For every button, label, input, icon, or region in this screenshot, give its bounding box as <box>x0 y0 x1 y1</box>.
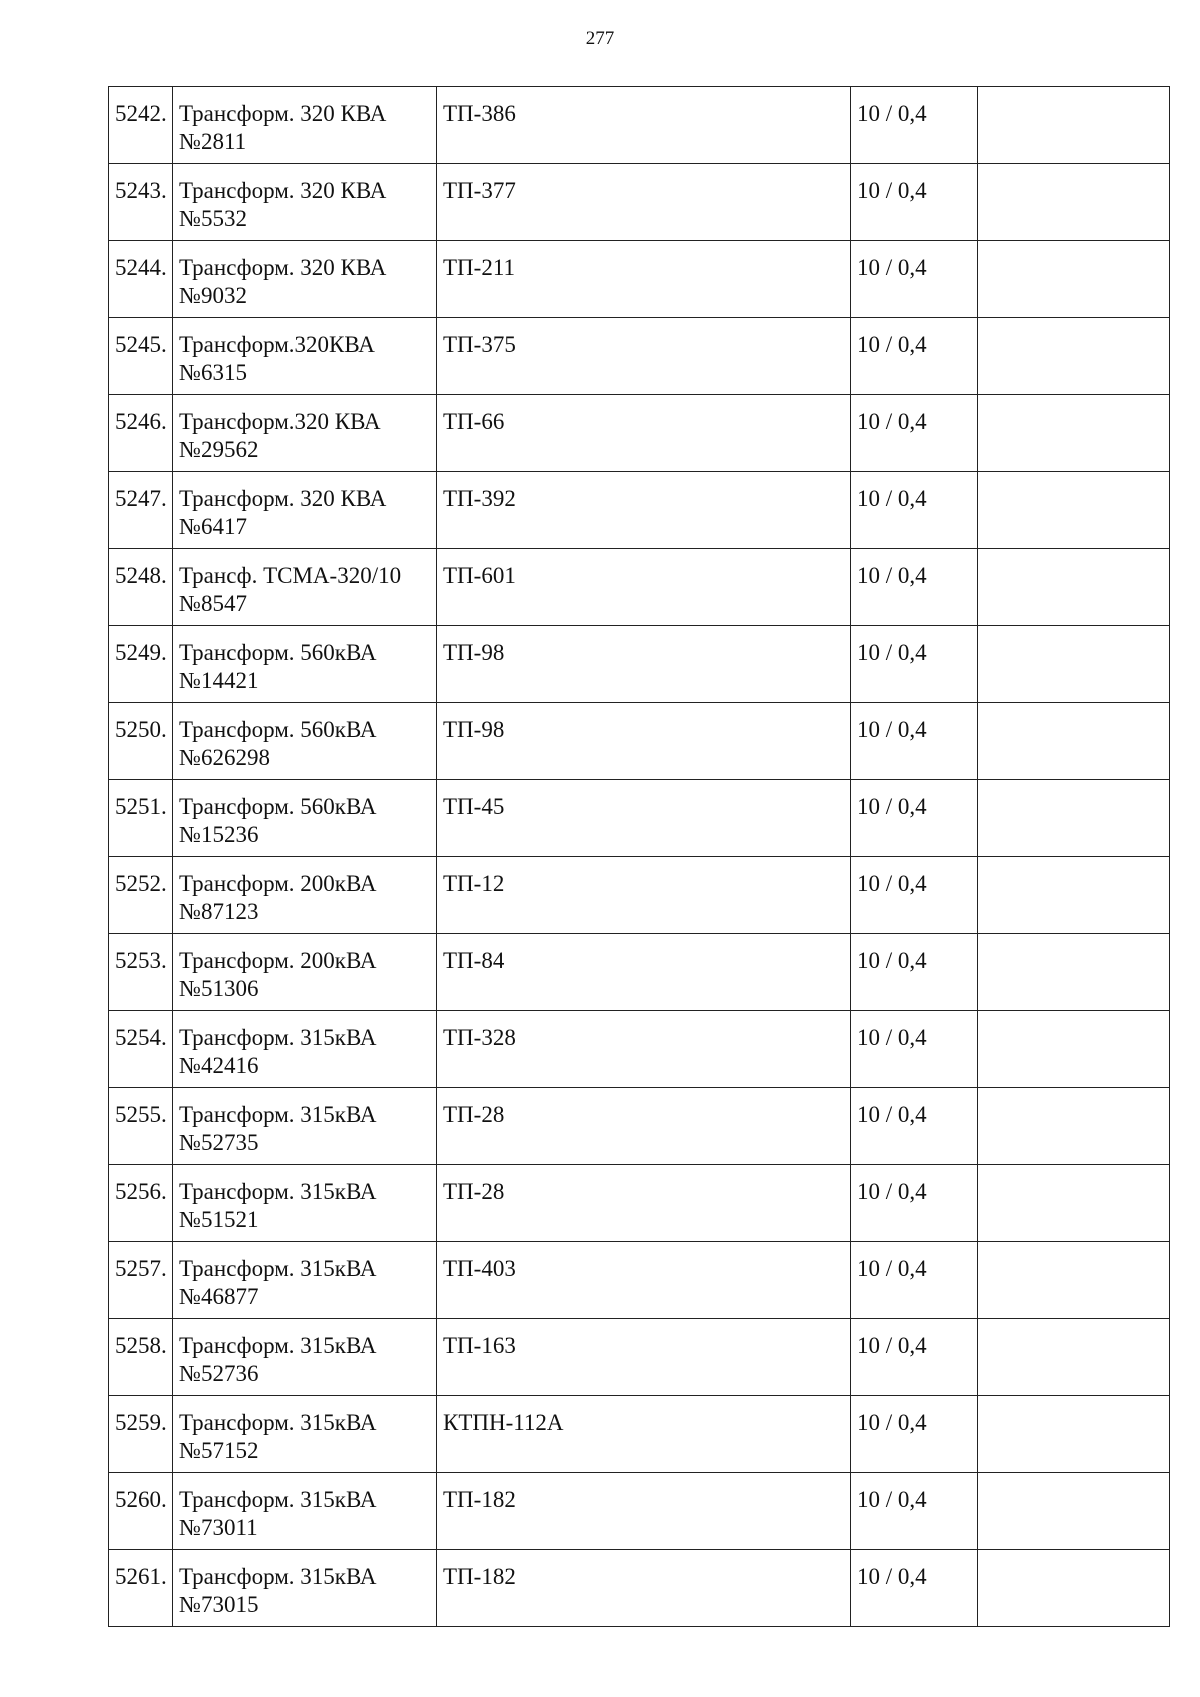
empty-cell <box>978 164 1170 241</box>
row-number-cell <box>109 87 173 164</box>
voltage-cell <box>851 472 978 549</box>
serial-number: №9032 <box>179 283 247 308</box>
row-number: 5248. <box>115 563 167 588</box>
serial-number: №57152 <box>179 1438 259 1463</box>
equipment-name: Трансформ. 200кВА <box>179 871 377 896</box>
voltage-ratio: 10 / 0,4 <box>857 794 927 819</box>
table-row <box>109 241 1170 318</box>
voltage-ratio: 10 / 0,4 <box>857 717 927 742</box>
equipment-name: Трансформ. 560кВА <box>179 794 377 819</box>
equipment-name-cell <box>173 1242 437 1319</box>
substation-cell <box>437 1088 851 1165</box>
equipment-name: Трансформ. 315кВА <box>179 1487 377 1512</box>
table-row <box>109 87 1170 164</box>
table-row <box>109 1011 1170 1088</box>
voltage-cell <box>851 857 978 934</box>
equipment-name: Трансформ. 320 КВА <box>179 101 387 126</box>
voltage-ratio: 10 / 0,4 <box>857 640 927 665</box>
substation-id: ТП-601 <box>443 563 516 588</box>
equipment-name-cell <box>173 549 437 626</box>
substation-cell <box>437 395 851 472</box>
equipment-name-cell <box>173 1319 437 1396</box>
row-number: 5259. <box>115 1410 167 1435</box>
equipment-name: Трансформ.320 КВА <box>179 409 381 434</box>
substation-cell <box>437 626 851 703</box>
voltage-cell <box>851 87 978 164</box>
row-number: 5257. <box>115 1256 167 1281</box>
row-number: 5261. <box>115 1564 167 1589</box>
row-number-cell <box>109 934 173 1011</box>
serial-number: №14421 <box>179 668 259 693</box>
row-number: 5242. <box>115 101 167 126</box>
table-row <box>109 626 1170 703</box>
equipment-name-cell <box>173 87 437 164</box>
row-number-cell <box>109 703 173 780</box>
table-row <box>109 934 1170 1011</box>
equipment-name-cell <box>173 1165 437 1242</box>
equipment-name: Трансформ. 315кВА <box>179 1333 377 1358</box>
voltage-cell <box>851 1088 978 1165</box>
substation-cell <box>437 1396 851 1473</box>
empty-cell <box>978 1165 1170 1242</box>
substation-cell <box>437 1242 851 1319</box>
equipment-name-cell <box>173 1473 437 1550</box>
substation-id: ТП-28 <box>443 1179 505 1204</box>
row-number-cell <box>109 164 173 241</box>
voltage-ratio: 10 / 0,4 <box>857 1256 927 1281</box>
empty-cell <box>978 780 1170 857</box>
voltage-cell <box>851 549 978 626</box>
table-row <box>109 703 1170 780</box>
voltage-ratio: 10 / 0,4 <box>857 1487 927 1512</box>
empty-cell <box>978 703 1170 780</box>
equipment-name: Трансформ. 560кВА <box>179 717 377 742</box>
row-number-cell <box>109 857 173 934</box>
substation-cell <box>437 87 851 164</box>
substation-cell <box>437 241 851 318</box>
row-number: 5254. <box>115 1025 167 1050</box>
serial-number: №87123 <box>179 899 259 924</box>
empty-cell <box>978 1242 1170 1319</box>
substation-id: ТП-403 <box>443 1256 516 1281</box>
serial-number: №626298 <box>179 745 270 770</box>
equipment-name: Трансформ. 315кВА <box>179 1256 377 1281</box>
row-number: 5253. <box>115 948 167 973</box>
substation-cell <box>437 164 851 241</box>
equipment-name-cell <box>173 318 437 395</box>
serial-number: №73011 <box>179 1515 258 1540</box>
voltage-ratio: 10 / 0,4 <box>857 332 927 357</box>
voltage-ratio: 10 / 0,4 <box>857 1102 927 1127</box>
substation-cell <box>437 934 851 1011</box>
table-row <box>109 1473 1170 1550</box>
row-number: 5258. <box>115 1333 167 1358</box>
voltage-cell <box>851 395 978 472</box>
substation-cell <box>437 780 851 857</box>
table-row <box>109 549 1170 626</box>
substation-cell <box>437 318 851 395</box>
voltage-cell <box>851 1242 978 1319</box>
substation-id: ТП-12 <box>443 871 505 896</box>
row-number-cell <box>109 1396 173 1473</box>
equipment-name: Трансформ. 315кВА <box>179 1410 377 1435</box>
serial-number: №51306 <box>179 976 259 1001</box>
equipment-name-cell <box>173 1396 437 1473</box>
voltage-cell <box>851 1473 978 1550</box>
equipment-name-cell <box>173 164 437 241</box>
empty-cell <box>978 241 1170 318</box>
table-row <box>109 780 1170 857</box>
table-row <box>109 395 1170 472</box>
row-number: 5256. <box>115 1179 167 1204</box>
row-number-cell <box>109 1473 173 1550</box>
empty-cell <box>978 934 1170 1011</box>
table-row <box>109 1088 1170 1165</box>
voltage-ratio: 10 / 0,4 <box>857 178 927 203</box>
voltage-cell <box>851 1319 978 1396</box>
substation-id: ТП-66 <box>443 409 505 434</box>
row-number: 5244. <box>115 255 167 280</box>
serial-number: №5532 <box>179 206 247 231</box>
empty-cell <box>978 318 1170 395</box>
voltage-cell <box>851 934 978 1011</box>
page-number: 277 <box>585 28 615 49</box>
equipment-name-cell <box>173 857 437 934</box>
inventory-table <box>108 86 1170 1627</box>
row-number-cell <box>109 1550 173 1627</box>
table-row <box>109 857 1170 934</box>
voltage-ratio: 10 / 0,4 <box>857 409 927 434</box>
substation-id: ТП-328 <box>443 1025 516 1050</box>
row-number-cell <box>109 1319 173 1396</box>
substation-id: ТП-377 <box>443 178 516 203</box>
equipment-name-cell <box>173 1011 437 1088</box>
table-row <box>109 1242 1170 1319</box>
serial-number: №6315 <box>179 360 247 385</box>
row-number-cell <box>109 241 173 318</box>
equipment-name: Трансф. ТСМА-320/10 <box>179 563 402 588</box>
equipment-name: Трансформ. 200кВА <box>179 948 377 973</box>
table-row <box>109 1319 1170 1396</box>
substation-cell <box>437 1473 851 1550</box>
voltage-ratio: 10 / 0,4 <box>857 871 927 896</box>
row-number: 5255. <box>115 1102 167 1127</box>
equipment-name: Трансформ. 320 КВА <box>179 486 387 511</box>
row-number: 5251. <box>115 794 167 819</box>
voltage-ratio: 10 / 0,4 <box>857 255 927 280</box>
substation-cell <box>437 472 851 549</box>
row-number: 5252. <box>115 871 167 896</box>
substation-id: ТП-28 <box>443 1102 505 1127</box>
voltage-cell <box>851 1165 978 1242</box>
voltage-ratio: 10 / 0,4 <box>857 1179 927 1204</box>
empty-cell <box>978 626 1170 703</box>
empty-cell <box>978 1011 1170 1088</box>
empty-cell <box>978 1319 1170 1396</box>
serial-number: №8547 <box>179 591 247 616</box>
serial-number: №51521 <box>179 1207 259 1232</box>
equipment-name: Трансформ. 560кВА <box>179 640 377 665</box>
substation-id: ТП-98 <box>443 640 505 665</box>
empty-cell <box>978 1088 1170 1165</box>
voltage-cell <box>851 1396 978 1473</box>
substation-cell <box>437 703 851 780</box>
equipment-name: Трансформ. 315кВА <box>179 1102 377 1127</box>
voltage-cell <box>851 1011 978 1088</box>
equipment-name: Трансформ. 320 КВА <box>179 178 387 203</box>
substation-cell <box>437 1165 851 1242</box>
substation-id: КТПН-112А <box>443 1410 564 1435</box>
empty-cell <box>978 549 1170 626</box>
serial-number: №29562 <box>179 437 259 462</box>
substation-cell <box>437 1319 851 1396</box>
equipment-name: Трансформ. 320 КВА <box>179 255 387 280</box>
substation-cell <box>437 549 851 626</box>
serial-number: №73015 <box>179 1592 259 1617</box>
equipment-name-cell <box>173 1088 437 1165</box>
equipment-name-cell <box>173 780 437 857</box>
row-number-cell <box>109 395 173 472</box>
equipment-name: Трансформ.320КВА <box>179 332 375 357</box>
empty-cell <box>978 1473 1170 1550</box>
equipment-name-cell <box>173 934 437 1011</box>
voltage-ratio: 10 / 0,4 <box>857 563 927 588</box>
substation-cell <box>437 1550 851 1627</box>
serial-number: №46877 <box>179 1284 259 1309</box>
equipment-name-cell <box>173 626 437 703</box>
voltage-cell <box>851 780 978 857</box>
row-number: 5247. <box>115 486 167 511</box>
voltage-ratio: 10 / 0,4 <box>857 1025 927 1050</box>
table-row <box>109 318 1170 395</box>
serial-number: №15236 <box>179 822 259 847</box>
equipment-name: Трансформ. 315кВА <box>179 1564 377 1589</box>
voltage-ratio: 10 / 0,4 <box>857 486 927 511</box>
row-number-cell <box>109 780 173 857</box>
substation-id: ТП-45 <box>443 794 505 819</box>
substation-id: ТП-98 <box>443 717 505 742</box>
row-number-cell <box>109 1088 173 1165</box>
equipment-name-cell <box>173 1550 437 1627</box>
serial-number: №52735 <box>179 1130 259 1155</box>
empty-cell <box>978 1550 1170 1627</box>
row-number-cell <box>109 549 173 626</box>
row-number: 5246. <box>115 409 167 434</box>
equipment-name-cell <box>173 472 437 549</box>
voltage-ratio: 10 / 0,4 <box>857 1410 927 1435</box>
voltage-ratio: 10 / 0,4 <box>857 1564 927 1589</box>
equipment-name: Трансформ. 315кВА <box>179 1025 377 1050</box>
voltage-ratio: 10 / 0,4 <box>857 101 927 126</box>
row-number: 5250. <box>115 717 167 742</box>
substation-cell <box>437 857 851 934</box>
voltage-cell <box>851 1550 978 1627</box>
voltage-cell <box>851 626 978 703</box>
row-number: 5243. <box>115 178 167 203</box>
row-number-cell <box>109 1011 173 1088</box>
substation-cell <box>437 1011 851 1088</box>
row-number: 5245. <box>115 332 167 357</box>
serial-number: №42416 <box>179 1053 259 1078</box>
empty-cell <box>978 87 1170 164</box>
equipment-name-cell <box>173 395 437 472</box>
serial-number: №6417 <box>179 514 247 539</box>
table-row <box>109 164 1170 241</box>
inventory-table-body <box>109 87 1170 1627</box>
voltage-ratio: 10 / 0,4 <box>857 1333 927 1358</box>
substation-id: ТП-375 <box>443 332 516 357</box>
voltage-cell <box>851 241 978 318</box>
voltage-cell <box>851 164 978 241</box>
table-row <box>109 1396 1170 1473</box>
row-number: 5260. <box>115 1487 167 1512</box>
row-number-cell <box>109 1242 173 1319</box>
voltage-cell <box>851 318 978 395</box>
empty-cell <box>978 472 1170 549</box>
row-number-cell <box>109 626 173 703</box>
table-row <box>109 1165 1170 1242</box>
substation-id: ТП-211 <box>443 255 515 280</box>
serial-number: №2811 <box>179 129 247 154</box>
empty-cell <box>978 395 1170 472</box>
empty-cell <box>978 857 1170 934</box>
row-number: 5249. <box>115 640 167 665</box>
substation-id: ТП-392 <box>443 486 516 511</box>
substation-id: ТП-182 <box>443 1564 516 1589</box>
equipment-name: Трансформ. 315кВА <box>179 1179 377 1204</box>
substation-id: ТП-182 <box>443 1487 516 1512</box>
row-number-cell <box>109 318 173 395</box>
substation-id: ТП-84 <box>443 948 505 973</box>
equipment-name-cell <box>173 703 437 780</box>
substation-id: ТП-163 <box>443 1333 516 1358</box>
voltage-cell <box>851 703 978 780</box>
substation-id: ТП-386 <box>443 101 516 126</box>
equipment-name-cell <box>173 241 437 318</box>
serial-number: №52736 <box>179 1361 259 1386</box>
table-row <box>109 472 1170 549</box>
voltage-ratio: 10 / 0,4 <box>857 948 927 973</box>
empty-cell <box>978 1396 1170 1473</box>
row-number-cell <box>109 1165 173 1242</box>
table-row <box>109 1550 1170 1627</box>
row-number-cell <box>109 472 173 549</box>
